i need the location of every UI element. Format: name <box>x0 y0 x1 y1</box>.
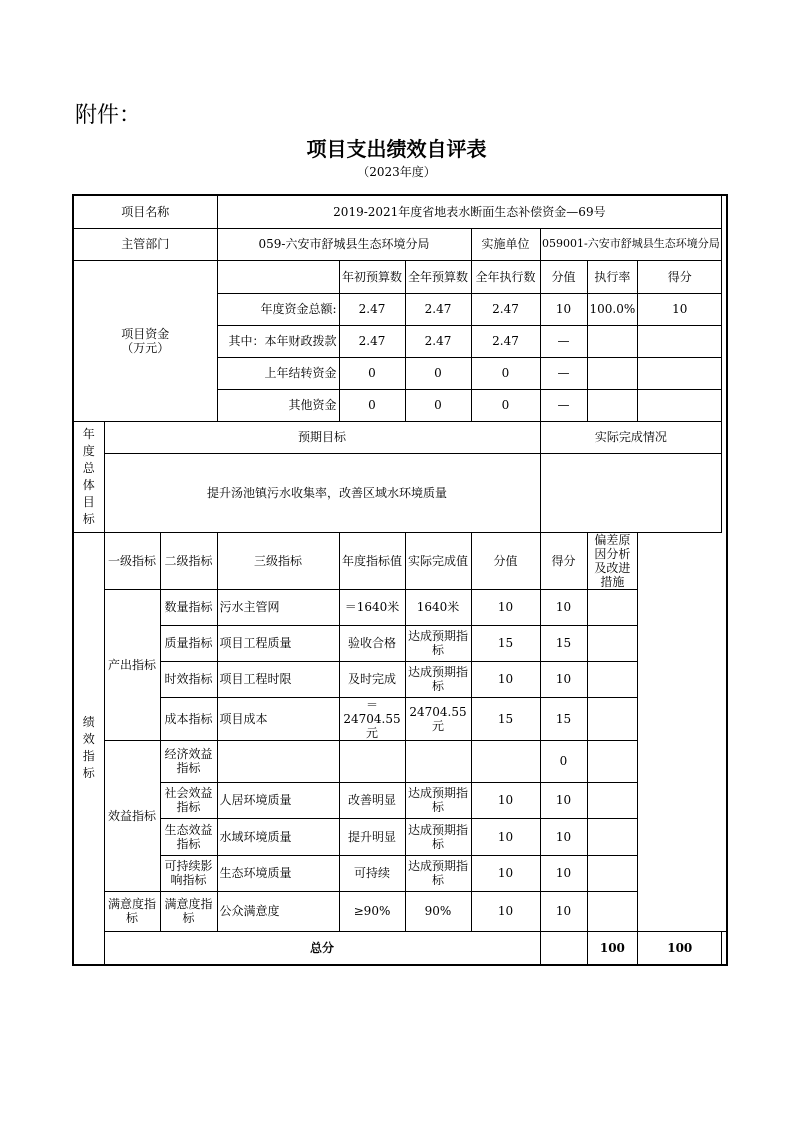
funds-cell: 2.47 <box>339 325 405 357</box>
target-cell: 及时完成 <box>339 661 405 697</box>
got-cell: 10 <box>540 891 587 931</box>
funds-header-cell: 年初预算数 <box>339 260 405 293</box>
year-subtitle: （2023年度） <box>357 165 436 179</box>
target-cell <box>339 740 405 782</box>
indicator-row <box>73 782 727 818</box>
indicator-header-cell: 实际完成值 <box>405 532 471 589</box>
funds-cell: 0 <box>471 357 540 389</box>
target-cell: ＝24704.55元 <box>339 697 405 740</box>
indicator-row <box>73 625 727 661</box>
page-title: 项目支出绩效自评表 <box>306 137 487 161</box>
funds-header-cell: 得分 <box>638 260 722 293</box>
note-cell <box>587 891 638 931</box>
goal-content-row <box>73 453 727 532</box>
note-cell <box>587 661 638 697</box>
funds-header-blank <box>217 260 339 293</box>
got-cell: 15 <box>540 697 587 740</box>
score-cell: 10 <box>471 891 540 931</box>
indicator-header-cell: 得分 <box>540 532 587 589</box>
satisfaction-indicator-label: 满意度指标 <box>104 891 160 931</box>
target-cell: 验收合格 <box>339 625 405 661</box>
target-cell: ≥90% <box>339 891 405 931</box>
got-cell: 15 <box>540 625 587 661</box>
total-score: 100 <box>587 931 638 965</box>
indicator-row <box>73 589 727 625</box>
level2-cell: 可持续影响指标 <box>160 855 217 891</box>
dept-value: 059-六安市舒城县生态环境分局 <box>217 228 471 260</box>
funds-cell: 2.47 <box>339 293 405 325</box>
note-cell <box>587 818 638 855</box>
level3-cell: 公众满意度 <box>217 891 339 931</box>
got-cell: 10 <box>540 818 587 855</box>
indicator-header-row <box>73 532 727 589</box>
funds-row-label: 其他资金 <box>217 389 339 421</box>
project-name-row <box>73 195 727 228</box>
note-cell <box>587 855 638 891</box>
level2-cell: 满意度指标 <box>160 891 217 931</box>
indicators-label <box>73 532 104 965</box>
score-cell: 10 <box>471 855 540 891</box>
funds-cell: 0 <box>405 389 471 421</box>
got-cell: 10 <box>540 589 587 625</box>
actual-cell: 90% <box>405 891 471 931</box>
indicator-row <box>73 855 727 891</box>
funds-cell: 10 <box>540 293 587 325</box>
indicator-header-cell: 偏差原因分析及改进措施 <box>587 532 638 589</box>
actual-cell: 达成预期指标 <box>405 661 471 697</box>
actual-result-header: 实际完成情况 <box>540 421 722 453</box>
level3-cell: 水域环境质量 <box>217 818 339 855</box>
got-cell: 10 <box>540 782 587 818</box>
funds-header-cell: 全年执行数 <box>471 260 540 293</box>
funds-cell <box>587 389 638 421</box>
level2-cell: 成本指标 <box>160 697 217 740</box>
indicator-row <box>73 891 727 931</box>
funds-label-main: 项目资金 <box>121 326 170 341</box>
note-cell <box>587 697 638 740</box>
level2-cell: 时效指标 <box>160 661 217 697</box>
score-cell <box>471 740 540 782</box>
target-cell: 提升明显 <box>339 818 405 855</box>
indicator-header-cell: 二级指标 <box>160 532 217 589</box>
funds-cell: 0 <box>339 357 405 389</box>
actual-cell: 达成预期指标 <box>405 855 471 891</box>
funds-cell: 0 <box>471 389 540 421</box>
indicator-header-cell: 一级指标 <box>104 532 160 589</box>
score-cell: 10 <box>471 782 540 818</box>
actual-result-text <box>540 453 722 532</box>
note-cell <box>587 625 638 661</box>
indicator-row <box>73 661 727 697</box>
got-cell: 0 <box>540 740 587 782</box>
performance-table <box>72 194 728 966</box>
impl-value: 059001-六安市舒城县生态环境分局 <box>540 228 722 260</box>
target-cell: 改善明显 <box>339 782 405 818</box>
level3-cell: 生态环境质量 <box>217 855 339 891</box>
project-name-value: 2019-2021年度省地表水断面生态补偿资金—69号 <box>217 195 722 228</box>
note-cell <box>587 782 638 818</box>
funds-cell: 2.47 <box>405 325 471 357</box>
total-row <box>73 931 727 965</box>
total-note <box>722 931 728 965</box>
level2-cell: 质量指标 <box>160 625 217 661</box>
funds-cell: — <box>540 325 587 357</box>
funds-cell: 0 <box>405 357 471 389</box>
funds-row-label: 其中：本年财政拨款 <box>217 325 339 357</box>
attachment-label: 附件： <box>75 103 142 128</box>
funds-row-label: 上年结转资金 <box>217 357 339 389</box>
impl-label: 实施单位 <box>471 228 540 260</box>
funds-cell: 100.0% <box>587 293 638 325</box>
goal-label <box>73 421 104 532</box>
indicator-header-cell: 年度指标值 <box>339 532 405 589</box>
total-label: 总分 <box>104 931 540 965</box>
actual-cell: 1640米 <box>405 589 471 625</box>
indicator-header-cell: 三级指标 <box>217 532 339 589</box>
indicator-row <box>73 740 727 782</box>
indicator-row <box>73 818 727 855</box>
goal-header-row <box>73 421 727 453</box>
score-cell: 15 <box>471 697 540 740</box>
score-cell: 10 <box>471 818 540 855</box>
indicator-row <box>73 697 727 740</box>
level3-cell: 项目工程质量 <box>217 625 339 661</box>
got-cell: 10 <box>540 661 587 697</box>
note-cell <box>587 589 638 625</box>
actual-cell: 达成预期指标 <box>405 625 471 661</box>
funds-cell: — <box>540 389 587 421</box>
funds-row-label: 年度资金总额: <box>217 293 339 325</box>
funds-cell <box>587 357 638 389</box>
got-cell: 10 <box>540 855 587 891</box>
funds-cell: — <box>540 357 587 389</box>
funds-cell: 0 <box>339 389 405 421</box>
level2-cell: 生态效益指标 <box>160 818 217 855</box>
project-name-label: 项目名称 <box>73 195 217 228</box>
target-cell: 可持续 <box>339 855 405 891</box>
target-cell: ＝1640米 <box>339 589 405 625</box>
level3-cell: 项目工程时限 <box>217 661 339 697</box>
department-row <box>73 228 727 260</box>
funds-cell <box>638 357 722 389</box>
actual-cell <box>405 740 471 782</box>
output-indicator-label: 产出指标 <box>104 589 160 740</box>
level3-cell: 污水主管网 <box>217 589 339 625</box>
level3-cell: 人居环境质量 <box>217 782 339 818</box>
funds-header-row <box>73 260 727 293</box>
indicator-header-cell: 分值 <box>471 532 540 589</box>
total-got: 100 <box>638 931 722 965</box>
level3-cell: 项目成本 <box>217 697 339 740</box>
dept-label: 主管部门 <box>73 228 217 260</box>
funds-cell: 2.47 <box>471 293 540 325</box>
goal-label-text: 年度总体目标 <box>82 426 95 526</box>
expected-goal-text: 提升汤池镇污水收集率，改善区域水环境质量 <box>104 453 540 532</box>
funds-cell <box>587 325 638 357</box>
actual-cell: 24704.55元 <box>405 697 471 740</box>
level2-cell: 经济效益指标 <box>160 740 217 782</box>
total-actual <box>540 931 587 965</box>
expected-goal-header: 预期目标 <box>104 421 540 453</box>
level2-cell: 社会效益指标 <box>160 782 217 818</box>
score-cell: 10 <box>471 661 540 697</box>
score-cell: 15 <box>471 625 540 661</box>
funds-cell <box>638 389 722 421</box>
level2-cell: 数量指标 <box>160 589 217 625</box>
benefit-indicator-label: 效益指标 <box>104 740 160 891</box>
actual-cell: 达成预期指标 <box>405 818 471 855</box>
level3-cell <box>217 740 339 782</box>
funds-label-unit: （万元） <box>121 340 170 355</box>
indicators-label-text: 绩效指标 <box>82 715 95 781</box>
funds-header-cell: 分值 <box>540 260 587 293</box>
actual-cell: 达成预期指标 <box>405 782 471 818</box>
funds-cell: 2.47 <box>471 325 540 357</box>
note-cell <box>587 740 638 782</box>
funds-cell <box>638 325 722 357</box>
funds-label <box>73 260 217 421</box>
score-cell: 10 <box>471 589 540 625</box>
funds-header-cell: 执行率 <box>587 260 638 293</box>
funds-header-cell: 全年预算数 <box>405 260 471 293</box>
funds-cell: 10 <box>638 293 722 325</box>
funds-cell: 2.47 <box>405 293 471 325</box>
